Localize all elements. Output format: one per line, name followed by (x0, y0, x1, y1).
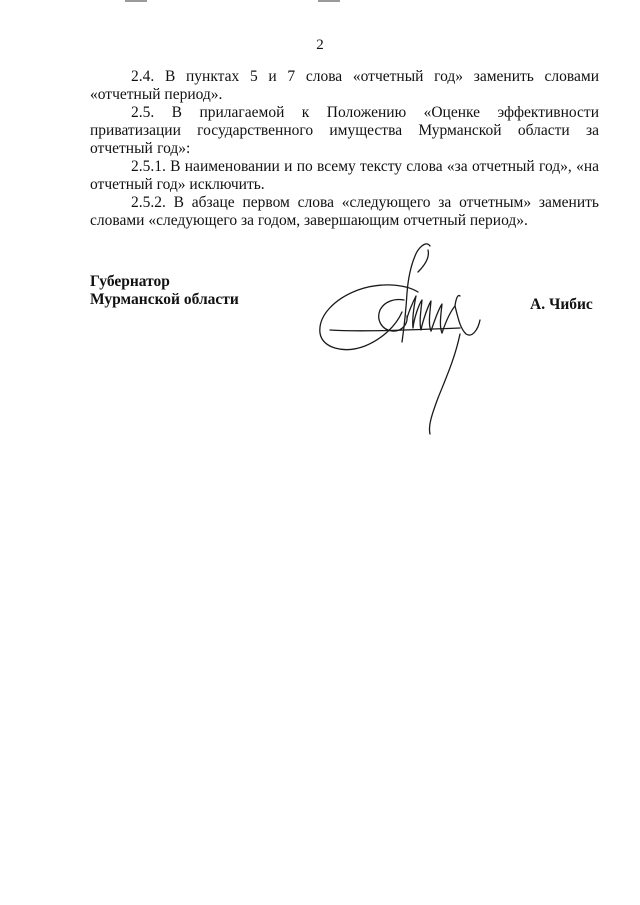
paragraph-2-4: 2.4. В пунктах 5 и 7 слова «отчетный год» заменить словами «отчетный период». (90, 68, 599, 103)
scan-artifact-mark (125, 0, 147, 2)
paragraph-2-5: 2.5. В прилагаемой к Положению «Оценке эффективности приватизации государственного имущества Мурманской области за отчетный год»: (90, 104, 599, 157)
signatory-title-line-2: Мурманской области (90, 291, 239, 308)
scan-artifact-mark (318, 0, 340, 2)
handwritten-signature (310, 238, 500, 438)
page-number: 2 (316, 37, 324, 53)
signatory-title-line-1: Губернатор (90, 273, 170, 290)
signatory-name: А. Чибис (530, 296, 593, 313)
signatory-position (90, 273, 239, 309)
paragraph-2-5-1: 2.5.1. В наименовании и по всему тексту слова «за отчетный год», «на отчетный год» исключить. (90, 158, 599, 193)
paragraph-2-5-2: 2.5.2. В абзаце первом слова «следующего за отчетным» заменить словами «следующего за годом, завершающим отчетный период». (90, 194, 599, 229)
document-body (90, 68, 599, 230)
